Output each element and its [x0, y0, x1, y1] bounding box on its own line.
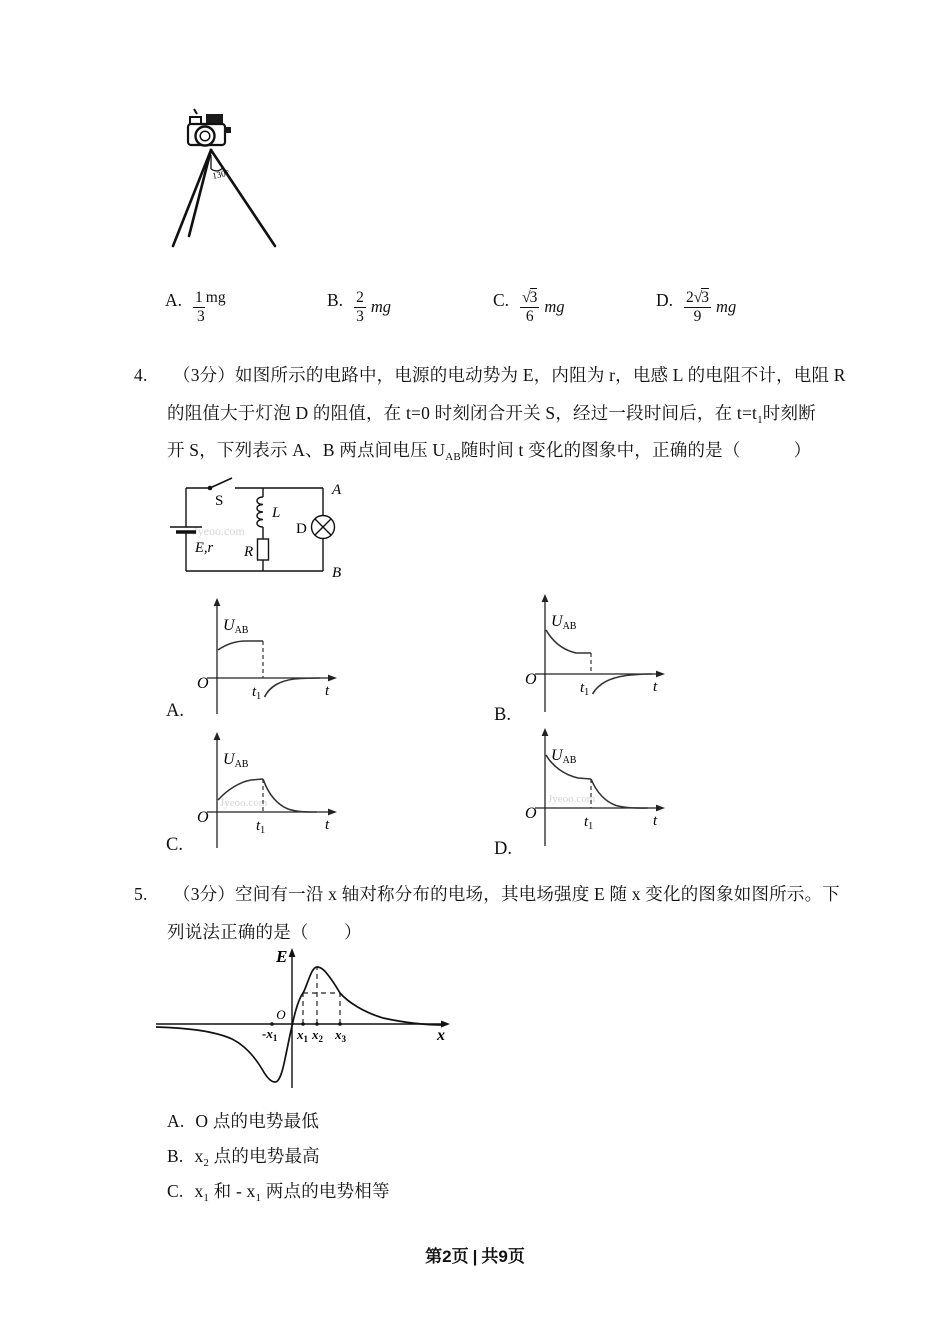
curve	[546, 630, 652, 694]
x-axis-label: t	[653, 679, 658, 695]
page-footer	[0, 1242, 950, 1267]
q5-option-b	[167, 1143, 320, 1169]
option-letter: A.	[165, 290, 183, 310]
question-text: 随时间 t 变化的图象中，正确的是（ ）	[460, 440, 812, 460]
graph-d-letter: D.	[494, 839, 512, 859]
x3-label: $x_3$	[335, 1027, 346, 1044]
option-letter: D.	[656, 290, 674, 310]
subscript: 1	[255, 1192, 262, 1204]
numerator	[684, 289, 711, 308]
y-axis-arrow	[542, 728, 549, 736]
question-text: 时刻断	[762, 403, 816, 423]
inductor-symbol	[257, 497, 263, 527]
option-text: 点的电势最高	[209, 1146, 320, 1166]
point-a-label: A	[332, 482, 342, 498]
q5-line2	[167, 919, 362, 944]
option-text: 两点的电势相等	[261, 1181, 390, 1201]
tripod-legs	[173, 150, 275, 246]
y-axis-label: UAB	[551, 613, 577, 632]
denominator: 3	[197, 307, 205, 325]
q3-option-c	[493, 288, 565, 326]
axes	[156, 952, 444, 1088]
camera-body	[188, 109, 231, 146]
q5-option-a	[167, 1108, 319, 1133]
q4-line1	[134, 362, 846, 387]
option-text: 和 - x	[209, 1181, 256, 1201]
camera-tripod-figure	[161, 103, 301, 268]
unit: mg	[370, 296, 391, 316]
lamp-label: D	[296, 521, 307, 537]
dashed-guides	[303, 967, 340, 1024]
unit: mg	[544, 296, 565, 316]
t1-label: $t_1$	[252, 684, 262, 702]
question-text: （3分）空间有一沿 x 轴对称分布的电场，其电场强度 E 随 x 变化的图象如图所示。下	[173, 884, 840, 904]
radical-sign: √	[693, 289, 703, 306]
option-text: O 点的电势最低	[195, 1111, 320, 1131]
q3-option-a	[165, 288, 226, 326]
q3-option-d	[656, 288, 736, 326]
switch-label: S	[215, 493, 224, 509]
denominator: 3	[356, 307, 364, 325]
y-axis-arrow	[542, 594, 549, 602]
y-axis-label: UAB	[223, 617, 249, 636]
numerator: 1	[195, 289, 203, 306]
option-text: x	[194, 1146, 204, 1166]
option-letter: C.	[493, 290, 510, 310]
origin-label: O	[197, 675, 209, 692]
watermark: Jyeoo.com	[193, 524, 245, 538]
x-axis-label: t	[653, 813, 658, 829]
question-text: 的阻值大于灯泡 D 的阻值，在 t=0 时刻闭合开关 S，经过一段时间后，在 t=t	[167, 403, 758, 423]
denominator: 9	[693, 307, 702, 325]
fraction	[354, 289, 366, 326]
subscript: 2	[203, 1157, 210, 1169]
fraction	[520, 289, 539, 326]
x-axis-arrow	[656, 671, 665, 678]
graph-option-c	[160, 730, 360, 855]
subscript: 1	[203, 1192, 210, 1204]
footer-separator: |	[472, 1247, 478, 1266]
lamp-symbol	[312, 516, 335, 539]
radicand: 3	[701, 289, 710, 306]
unit: mg	[205, 289, 226, 306]
question-text: 列说法正确的是（ ）	[167, 922, 362, 942]
e-axis-label: E	[276, 947, 288, 966]
question-number: 5.	[134, 884, 148, 904]
q4-line3	[167, 437, 811, 463]
x-axis-arrow	[328, 675, 337, 682]
neg-x1-label: $-x_1$	[262, 1026, 278, 1043]
q3-option-b	[327, 288, 391, 326]
angle-label: 130°	[211, 167, 231, 181]
fraction	[684, 289, 711, 326]
resistor-label: R	[244, 544, 254, 560]
numerator	[520, 289, 539, 308]
radicand: 3	[529, 289, 538, 306]
x-axis-label: t	[325, 683, 330, 699]
option-letter: B.	[327, 290, 344, 310]
numerator: 2	[356, 289, 364, 306]
graph-a-letter: A.	[166, 701, 184, 721]
x2-label: $x_2$	[312, 1027, 323, 1044]
circuit-diagram	[165, 473, 360, 585]
watermark: Jyeoo.com	[548, 793, 596, 805]
page-number: 第2页	[425, 1247, 469, 1266]
origin-label: O	[525, 805, 537, 822]
x-axis-arrow	[656, 805, 665, 812]
question-text: （3分）如图所示的电路中，电源的电动势为 E，内阻为 r，电感 L 的电阻不计，电阻 R	[173, 365, 846, 385]
fraction	[193, 289, 226, 326]
origin-label: O	[197, 809, 209, 826]
point-b-label: B	[332, 565, 342, 581]
t1-label: $t_1$	[256, 818, 266, 836]
subscript: 1	[757, 414, 763, 426]
e-field-graph	[150, 946, 460, 1094]
curve	[218, 641, 320, 697]
y-axis-arrow	[289, 948, 296, 957]
watermark: Jyeoo.com	[220, 797, 268, 809]
option-letter: A.	[167, 1111, 185, 1131]
switch-symbol	[208, 478, 232, 490]
graph-b-letter: B.	[494, 705, 511, 725]
y-axis-arrow	[214, 598, 221, 606]
t1-label: $t_1$	[584, 814, 594, 832]
y-axis-label: UAB	[223, 751, 249, 770]
t1-label: $t_1$	[580, 680, 590, 698]
page-total: 共9页	[481, 1247, 525, 1266]
y-axis-label: UAB	[551, 747, 577, 766]
y-axis-arrow	[214, 732, 221, 740]
option-letter: B.	[167, 1146, 184, 1166]
denominator: 6	[525, 307, 534, 325]
option-text: x	[194, 1181, 204, 1201]
q5-option-c	[167, 1178, 390, 1204]
graph-option-d	[488, 726, 688, 851]
subscript: AB	[445, 451, 461, 463]
battery-label: E,r	[195, 540, 214, 556]
q4-line2	[167, 400, 816, 426]
q5-line1	[134, 881, 840, 906]
x-axis-arrow	[328, 809, 337, 816]
graph-option-a	[160, 596, 360, 721]
radical-sign: √	[522, 289, 531, 306]
coefficient: 2	[686, 289, 694, 306]
x1-label: $x_1$	[297, 1027, 308, 1044]
question-number: 4.	[134, 365, 148, 385]
unit: mg	[716, 296, 737, 316]
graph-option-b	[488, 592, 688, 717]
origin-label: O	[525, 671, 537, 688]
inductor-label: L	[272, 505, 281, 521]
option-letter: C.	[167, 1181, 184, 1201]
x-axis-label: x	[437, 1027, 445, 1044]
resistor-symbol	[258, 539, 269, 560]
origin-label: O	[276, 1007, 286, 1022]
x-axis-label: t	[325, 817, 330, 833]
graph-c-letter: C.	[166, 835, 183, 855]
question-text: 开 S，下列表示 A、B 两点间电压 U	[167, 440, 446, 460]
